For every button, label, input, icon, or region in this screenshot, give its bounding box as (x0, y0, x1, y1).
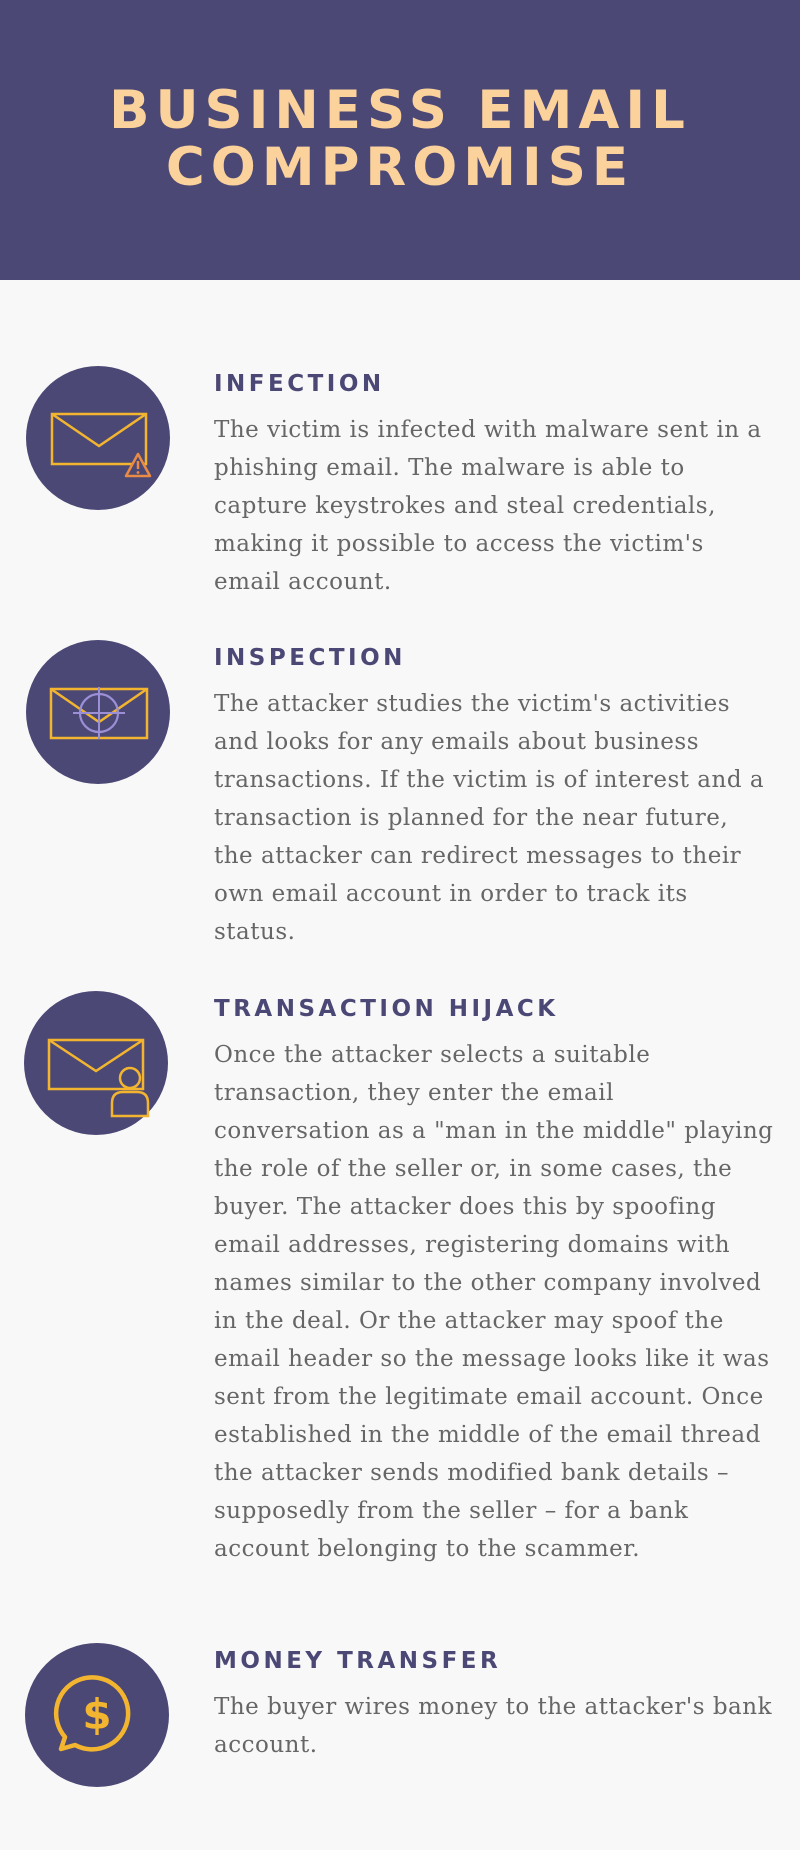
step-heading: INFECTION (214, 371, 385, 397)
envelope-target-icon (26, 640, 170, 784)
envelope-user-icon (24, 991, 168, 1135)
svg-text:$: $ (82, 1690, 112, 1739)
step-description: Once the attacker selects a suitable transaction, they enter the email conversation as a "man in the middle" playing the role of the seller or, in some cases, the buyer. The attacker does this by spoofing email addresses, registering domains with names similar to the other company involved in the deal. Or the attacker may spoof the email header so the message looks like it was sent from the legitimate email account. Once established in the middle of the email thread the attacker sends modified bank details – supposedly from the seller – for a bank account belonging to the scammer. (214, 1042, 774, 1562)
title-line-2: COMPROMISE (165, 137, 635, 198)
step-description: The buyer wires money to the attacker's bank account. (214, 1694, 773, 1758)
title-line-1: BUSINESS EMAIL (109, 80, 691, 141)
dollar-chat-icon (25, 1643, 169, 1787)
header-banner (0, 0, 800, 280)
step-description: The victim is infected with malware sent in a phishing email. The malware is able to capture keystrokes and steal credentials, making it possible to access the victim's email account. (214, 417, 762, 595)
step-description: The attacker studies the victim's activities and looks for any emails about business transactions. If the victim is of interest and a transaction is planned for the near future, the attacker can redirect messages to their own email account in order to track its status. (214, 691, 765, 945)
step-heading: INSPECTION (214, 645, 406, 671)
step-heading: MONEY TRANSFER (214, 1648, 502, 1674)
step-heading: TRANSACTION HIJACK (214, 996, 559, 1022)
envelope-warning-icon (26, 366, 170, 510)
page-title (0, 82, 800, 196)
